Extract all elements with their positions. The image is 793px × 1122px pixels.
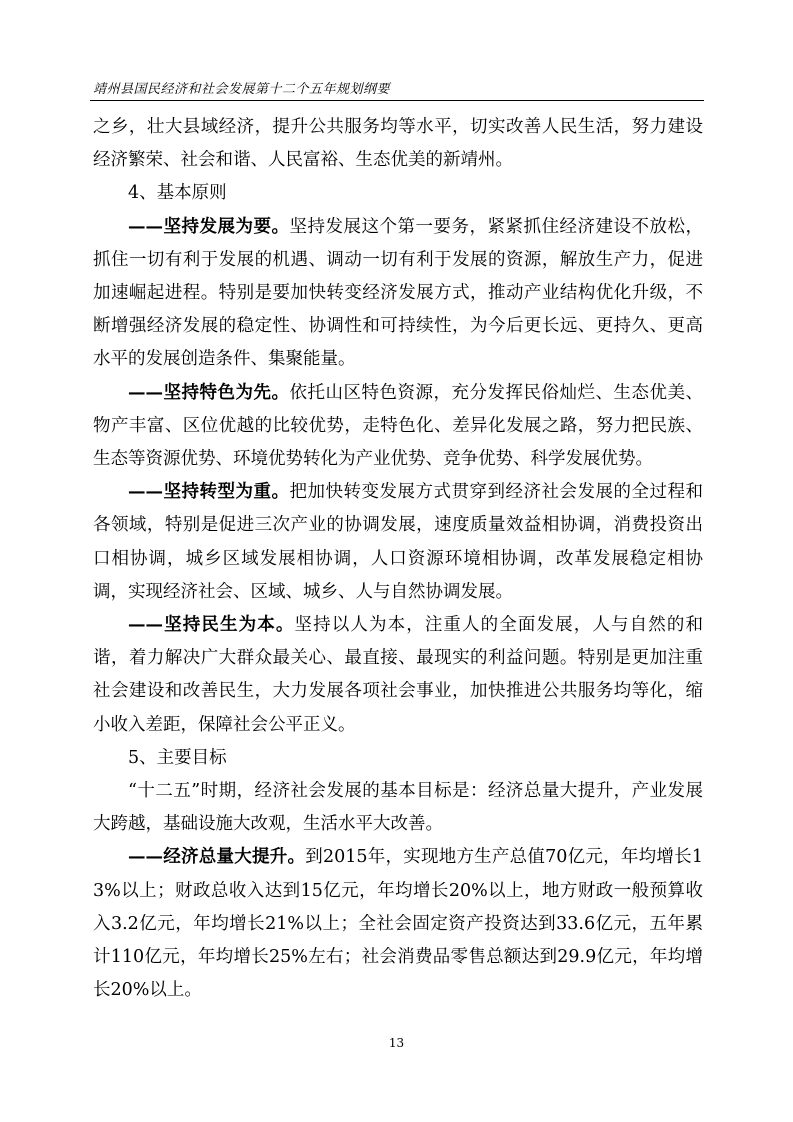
paragraph-lead: ——坚持转型为重。 <box>128 482 290 503</box>
paragraph-text: 5、主要目标 <box>128 747 227 768</box>
paragraph-text: 坚持以人为本，注重人的全面发展，人与自然的和谐，着力解决广大群众最关心、最直接、最现实的利益问题。特别是更加注重社会建设和改善民生，大力发展各项社会事业，加快推进公共服务均等化，缩小收入差距，保障社会公平正义。 <box>93 615 704 735</box>
paragraph-text: “十二五”时期，经济社会发展的基本目标是：经济总量大提升，产业发展大跨越，基础设施大改观，生活水平大改善。 <box>93 781 703 835</box>
paragraph-text: 坚持发展这个第一要务，紧紧抓住经济建设不放松，抓住一切有利于发展的机遇、调动一切有利于发展的资源，解放生产力，促进加速崛起进程。特别是要加快转变经济发展方式，推动产业结构优化升级，不断增强经济发展的稳定性、协调性和可持续性，为今后更长远、更持久、更高水平的发展创造条件、集聚能量。 <box>93 216 703 370</box>
section-heading-goals <box>93 742 703 775</box>
paragraph-text: 把加快转变发展方式贯穿到经济社会发展的全过程和各领域，特别是促进三次产业的协调发展，速度质量效益相协调，消费投资出口相协调，城乡区域发展相协调，人口资源环境相协调，改革发展稳定相协调，实现经济社会、区域、城乡、人与自然协调发展。 <box>93 482 703 602</box>
paragraph-text: 依托山区特色资源，充分发挥民俗灿烂、生态优美、物产丰富、区位优越的比较优势，走特色化、差异化发展之路，努力把民族、生态等资源优势、环境优势转化为产业优势、竞争优势、科学发展优势。 <box>93 382 703 470</box>
paragraph-transformation <box>93 476 703 609</box>
paragraph-development <box>93 211 703 377</box>
page-number: 13 <box>388 1036 405 1050</box>
paragraph-lead: ——坚持民生为本。 <box>128 615 295 636</box>
section-heading-principles <box>93 177 703 210</box>
header-rule <box>90 100 704 101</box>
paragraph-lead: ——坚持特色为先。 <box>128 382 290 403</box>
paragraph-lead: ——坚持发展为要。 <box>128 216 290 237</box>
running-header: 靖州县国民经济和社会发展第十二个五年规划纲要 <box>93 82 391 97</box>
document-body <box>93 111 703 1007</box>
paragraph-goals-intro <box>93 775 703 841</box>
paragraph-livelihood <box>93 609 703 742</box>
paragraph-text: 之乡，壮大县域经济，提升公共服务均等水平，切实改善人民生活，努力建设经济繁荣、社会和谐、人民富裕、生态优美的新靖州。 <box>93 117 703 171</box>
paragraph-text: 到2015年，实现地方生产总值70亿元，年均增长13%以上；财政总收入达到15亿元，年均增长20%以上，地方财政一般预算收入3.2亿元，年均增长21%以上；全社会固定资产投资达到33.6亿元，五年累计110亿元，年均增长25%左右；社会消费品零售总额达到29.9亿元，年均增长20%以上。 <box>93 847 704 1001</box>
paragraph-text: 4、基本原则 <box>128 183 227 204</box>
paragraph-lead: ——经济总量大提升。 <box>128 847 306 868</box>
paragraph-characteristics <box>93 377 703 477</box>
paragraph-continuation <box>93 111 703 177</box>
paragraph-economic-total <box>93 841 703 1007</box>
